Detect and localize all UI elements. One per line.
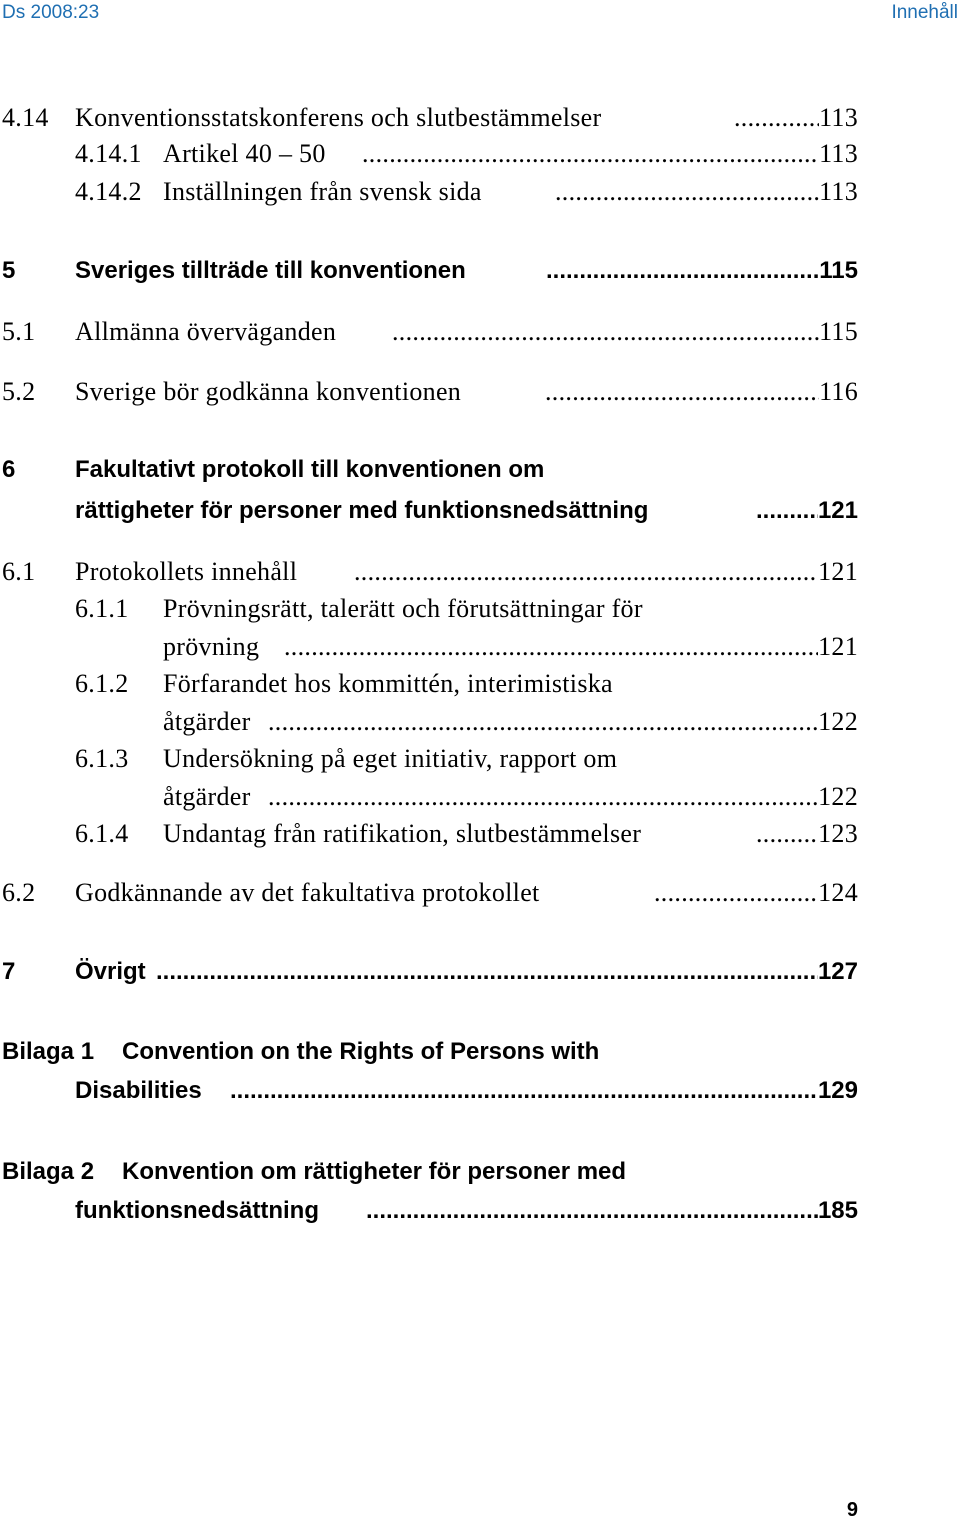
leader-dots (362, 135, 819, 173)
toc-entry-title-continued: rättigheter för personer med funktionsnedsättning (75, 497, 649, 524)
toc-entry-page: 115 (819, 317, 858, 346)
toc-entry-number: 5.2 (2, 377, 36, 406)
leader-dots (545, 373, 819, 411)
toc-entry-page: 127 (817, 958, 858, 985)
toc-entry-title: Fakultativt protokoll till konventionen om (75, 456, 545, 483)
toc-entry-page: 115 (819, 257, 858, 284)
toc-entry-title: Artikel 40 – 50 (163, 139, 326, 168)
toc-entry-title: Convention on the Rights of Persons with (122, 1038, 600, 1065)
toc-entry-page: 113 (819, 139, 858, 168)
toc-entry-5-2[interactable] (0, 373, 858, 411)
toc-entry-6-1-3-continued[interactable] (0, 778, 858, 816)
toc-entry-title-continued: åtgärder (163, 707, 251, 736)
toc-entry-page: 116 (819, 377, 858, 406)
leader-dots (654, 874, 818, 912)
page-number: 9 (846, 1499, 858, 1521)
toc-entry-number: 5 (2, 257, 16, 284)
toc-entry-6-1[interactable] (0, 553, 858, 591)
toc-entry-4-14[interactable] (0, 99, 858, 137)
toc-chapter-6-continued[interactable] (0, 492, 858, 530)
toc-entry-page: 124 (818, 878, 858, 907)
toc-entry-page: 121 (817, 497, 858, 524)
leader-dots (734, 99, 819, 137)
leader-dots (284, 628, 818, 666)
toc-entry-6-1-1[interactable] (0, 590, 858, 628)
toc-entry-title: Prövningsrätt, talerätt och förutsättningar för (163, 594, 643, 623)
toc-entry-number: 6.1.2 (75, 669, 129, 698)
leader-dots (268, 703, 818, 741)
leader-dots (555, 173, 819, 211)
toc-entry-page: 122 (818, 782, 858, 811)
leader-dots (366, 1192, 818, 1230)
toc-entry-page: 121 (818, 557, 858, 586)
leader-dots (756, 815, 818, 853)
toc-entry-6-2[interactable] (0, 874, 858, 912)
toc-entry-page: 113 (819, 177, 858, 206)
toc-entry-number: 4.14.2 (75, 177, 142, 206)
toc-entry-number: 6.1 (2, 557, 36, 586)
toc-entry-title: Godkännande av det fakultativa protokollet (75, 878, 540, 907)
toc-entry-6-1-2[interactable] (0, 665, 858, 703)
leader-dots (546, 252, 819, 290)
toc-entry-page: 129 (817, 1077, 858, 1104)
toc-appendix-1[interactable] (0, 1033, 858, 1071)
toc-entry-title: Undantag från ratifikation, slutbestämmelser (163, 819, 642, 848)
toc-entry-title: Undersökning på eget initiativ, rapport om (163, 744, 618, 773)
toc-entry-title: Sveriges tillträde till konventionen (75, 257, 466, 284)
toc-entry-6-1-1-continued[interactable] (0, 628, 858, 666)
toc-entry-page: 185 (817, 1197, 858, 1224)
toc-chapter-6[interactable] (0, 451, 858, 489)
toc-entry-title-continued: funktionsnedsättning (75, 1197, 319, 1224)
leader-dots (354, 553, 818, 591)
toc-appendix-2-continued[interactable] (0, 1192, 858, 1230)
toc-entry-4-14-2[interactable] (0, 173, 858, 211)
leader-dots (392, 313, 819, 351)
toc-entry-number: 6.1.4 (75, 819, 129, 848)
toc-entry-page: 121 (818, 632, 858, 661)
toc-entry-6-1-2-continued[interactable] (0, 703, 858, 741)
toc-appendix-1-continued[interactable] (0, 1072, 858, 1110)
toc-entry-title: Sverige bör godkänna konventionen (75, 377, 462, 406)
toc-entry-number: 6.1.1 (75, 594, 129, 623)
toc-entry-title-continued: prövning (163, 632, 260, 661)
toc-entry-number: 4.14.1 (75, 139, 142, 168)
running-header-right: Innehåll (891, 2, 958, 23)
leader-dots (230, 1072, 818, 1110)
toc-entry-title-continued: Disabilities (75, 1077, 202, 1104)
toc-entry-title: Inställningen från svensk sida (163, 177, 482, 206)
toc-appendix-2[interactable] (0, 1153, 858, 1191)
toc-chapter-7[interactable] (0, 953, 858, 991)
toc-entry-number: 6 (2, 456, 16, 483)
toc-entry-6-1-4[interactable] (0, 815, 858, 853)
toc-entry-page: 123 (818, 819, 858, 848)
toc-entry-page: 113 (819, 103, 858, 132)
toc-entry-number: Bilaga 1 (2, 1038, 95, 1065)
toc-entry-title: Protokollets innehåll (75, 557, 298, 586)
toc-entry-5-1[interactable] (0, 313, 858, 351)
toc-entry-number: 6.1.3 (75, 744, 129, 773)
toc-entry-title: Konventionsstatskonferens och slutbestämmelser (75, 103, 602, 132)
toc-entry-6-1-3[interactable] (0, 740, 858, 778)
toc-entry-title: Övrigt (75, 958, 146, 985)
toc-entry-title: Allmänna överväganden (75, 317, 337, 346)
toc-entry-number: 5.1 (2, 317, 36, 346)
leader-dots (756, 492, 818, 530)
toc-chapter-5[interactable] (0, 252, 858, 290)
toc-entry-title: Konvention om rättigheter för personer med (122, 1158, 627, 1185)
toc-entry-number: 7 (2, 958, 16, 985)
toc-entry-number: 6.2 (2, 878, 36, 907)
toc-entry-4-14-1[interactable] (0, 135, 858, 173)
toc-entry-page: 122 (818, 707, 858, 736)
toc-entry-title-continued: åtgärder (163, 782, 251, 811)
running-header-left: Ds 2008:23 (2, 2, 100, 23)
toc-entry-number: 4.14 (2, 103, 49, 132)
toc-entry-title: Förfarandet hos kommittén, interimistiska (163, 669, 613, 698)
leader-dots (268, 778, 818, 816)
toc-entry-number: Bilaga 2 (2, 1158, 95, 1185)
leader-dots (156, 953, 818, 991)
